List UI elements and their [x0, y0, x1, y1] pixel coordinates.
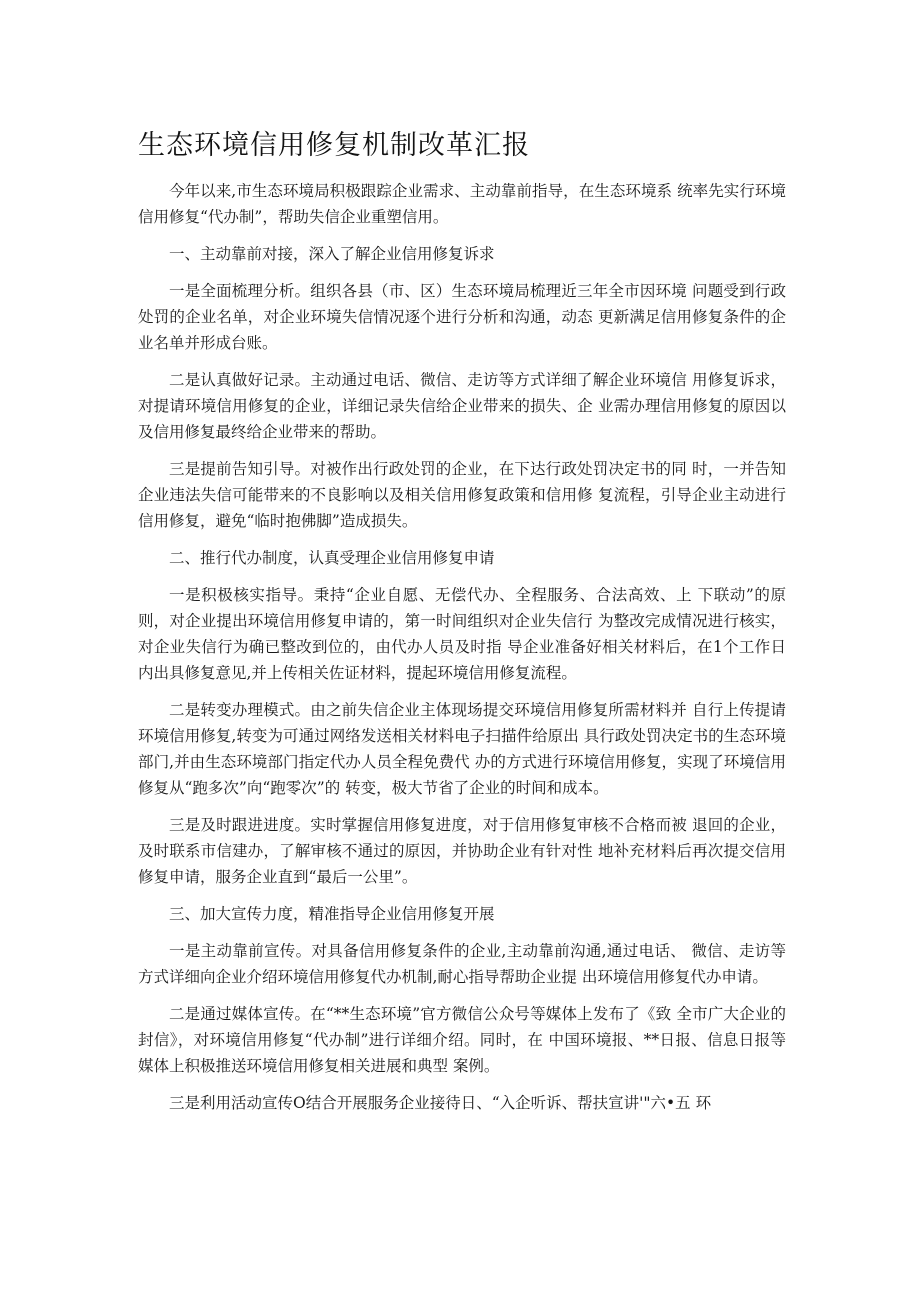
- section-heading-1: 一、主动靠前对接，深入了解企业信用修复诉求: [169, 245, 495, 263]
- body-paragraph: 一是全面梳理分析。组织各县（市、区）生态环境局梳理近三年全市因环境 问题受到行政处罚的企业名单，对企业环境失信情况逐个进行分析和沟通，动态 更新满足信用修复条件的企业名单并形成台账。: [138, 282, 786, 352]
- body-paragraph: 三是提前告知引导。对被作出行政处罚的企业，在下达行政处罚决定书的同 时，一并告知企业违法失信可能带来的不良影响以及相关信用修复政策和信用修 复流程，引导企业主动进行信用修复，避免“临时抱佛脚”造成损失。: [138, 460, 786, 530]
- document-body: [138, 178, 786, 1127]
- body-paragraph: 三是及时跟进进度。实时掌握信用修复进度，对于信用修复审核不合格而被 退回的企业，及时联系市信建办，了解审核不通过的原因，并协助企业有针对性 地补充材料后再次提交信用修复申请，服务企业直到“最后一公里”。: [138, 816, 786, 886]
- body-paragraph: 二是通过媒体宣传。在“**生态环境”官方微信公众号等媒体上发布了《致 全市广大企业的 封信》，对环境信用修复“代办制”进行详细介绍。同时，在 中国环境报、**日报、信息日报等媒体上积极推送环境信用修复相关进展和典型 案例。: [138, 1005, 786, 1075]
- section-heading-2: 二、推行代办制度，认真受理企业信用修复申请: [169, 549, 495, 567]
- intro-paragraph: 今年以来,市生态环境局积极跟踪企业需求、主动靠前指导，在生态环境系 统率先实行环境信用修复“代办制”，帮助失信企业重塑信用。: [138, 182, 786, 226]
- body-paragraph: 三是利用活动宣传O结合开展服务企业接待日、“入企听诉、帮扶宣讲'"六•五 环: [169, 1094, 712, 1112]
- body-paragraph: 二是认真做好记录。主动通过电话、微信、走访等方式详细了解企业环境信 用修复诉求，对提请环境信用修复的企业，详细记录失信给企业带来的损失、企 业需办理信用修复的原因以及信用修复最终给企业带来的帮助。: [138, 371, 786, 441]
- section-heading-3: 三、加大宣传力度，精准指导企业信用修复开展: [169, 905, 495, 923]
- body-paragraph: 一是主动靠前宣传。对具备信用修复条件的企业,主动靠前沟通,通过电话、 微信、走访等方式详细向企业介绍环境信用修复代办机制,耐心指导帮助企业提 出环境信用修复代办申请。: [138, 942, 786, 986]
- document-title: 生态环境信用修复机制改革汇报: [138, 130, 530, 161]
- body-paragraph: 二是转变办理模式。由之前失信企业主体现场提交环境信用修复所需材料并 自行上传提请环境信用修复,转变为可通过网络发送相关材料电子扫描件给原出 具行政处罚决定书的生态环境部门,并由生态环境部门指定代办人员全程免费代 办的方式进行环境信用修复，实现了环境信用修复从“跑多次”向“跑零次”的 转变，极大节省了企业的时间和成本。: [138, 701, 786, 797]
- body-paragraph: 一是积极核实指导。秉持“企业自愿、无偿代办、全程服务、合法高效、上 下联动”的原则，对企业提出环境信用修复申请的，第一时间组织对企业失信行 为整改完成情况进行核实，对企业失信行为确已整改到位的，由代办人员及时指 导企业准备好相关材料后，在1个工作日内出具修复意见,并上传相关佐证材料，提起环境信用修复流程。: [138, 586, 786, 682]
